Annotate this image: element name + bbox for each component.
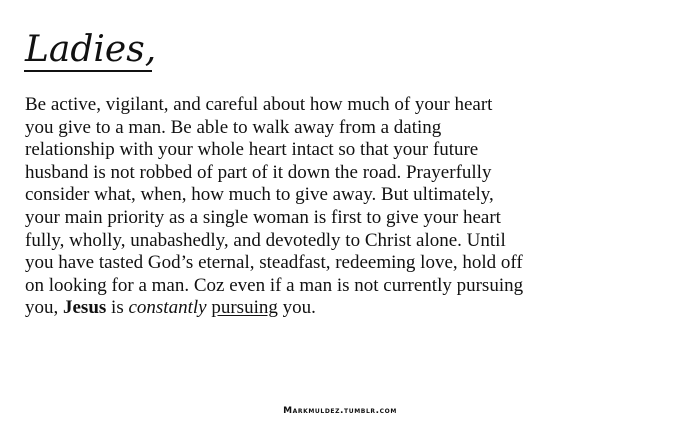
body-line: fully, wholly, unabashedly, and devotedly to Christ alone. Until: [25, 229, 506, 251]
body-line: your main priority as a single woman is first to give your heart: [25, 206, 501, 228]
body-line: you have tasted God’s eternal, steadfast, redeeming love, hold off: [25, 252, 523, 274]
body-line: relationship with your whole heart intact so that your future: [25, 139, 479, 161]
last-line-lead: you,: [25, 297, 63, 319]
title-underline: [24, 70, 152, 72]
body-line: consider what, when, how much to give away. But ultimately,: [25, 184, 494, 206]
constantly-italic: constantly: [128, 297, 207, 319]
quote-body: [25, 94, 675, 320]
body-line: husband is not robbed of part of it down the road. Prayerfully: [25, 161, 492, 183]
title: Ladies,: [25, 29, 157, 70]
body-line: you give to a man. Be able to walk away from a dating: [25, 116, 442, 138]
pursuing-underlined: pursuing: [211, 297, 278, 319]
footer-credit: Markmuldez.tumblr.com: [283, 406, 397, 416]
last-line-is: is: [106, 297, 129, 319]
body-last-line: [25, 297, 675, 320]
last-line-end: you.: [277, 297, 316, 319]
body-line: on looking for a man. Coz even if a man is not currently pursuing: [25, 274, 524, 296]
body-line: Be active, vigilant, and careful about how much of your heart: [25, 94, 493, 115]
jesus-bold: Jesus: [63, 297, 107, 319]
